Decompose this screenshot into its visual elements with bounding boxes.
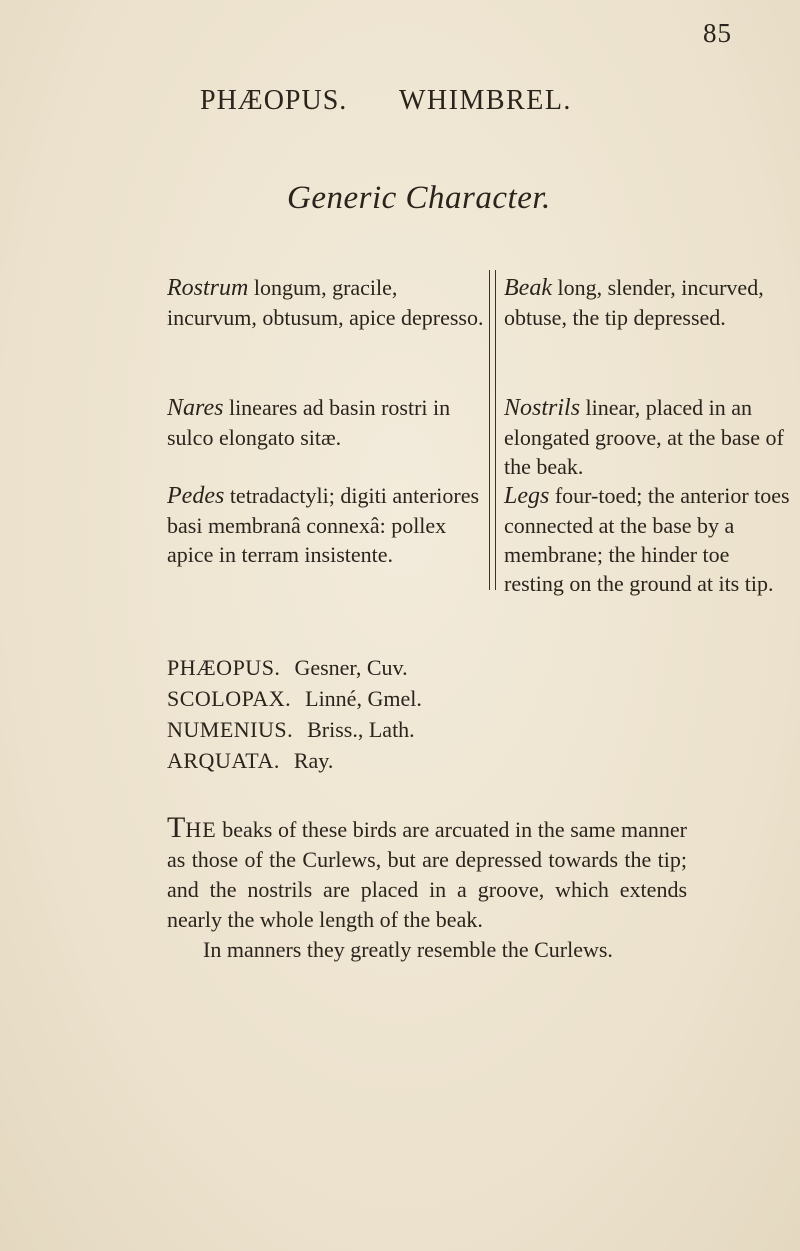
latin-character-legs	[167, 481, 485, 569]
latin-genus-heading: PHÆOPUS.	[200, 85, 348, 116]
description-paragraph: In manners they greatly resemble the Curlews.	[203, 937, 613, 962]
column-divider	[495, 270, 496, 590]
synonym-list	[167, 652, 422, 776]
english-genus-heading: WHIMBREL.	[399, 85, 572, 116]
synonym-authority: Linné, Gmel.	[305, 686, 422, 711]
english-character-text: long, slender, incurved, obtuse, the tip depressed.	[504, 275, 764, 330]
synonym-authority: Gesner, Cuv.	[294, 655, 408, 680]
synonym-genus: NUMENIUS.	[167, 717, 294, 742]
latin-character-text: tetradactyli; digiti anteriores basi membranâ connexâ: pollex apice in terram insistente.	[167, 483, 480, 567]
latin-character-text: lineares ad basin rostri in sulco elongato sitæ.	[167, 395, 451, 450]
latin-lead-term: Rostrum	[167, 275, 249, 301]
english-character-beak	[504, 273, 794, 393]
page-number: 85	[703, 18, 732, 48]
english-character-text: linear, placed in an elongated groove, at the base of the beak.	[504, 395, 784, 479]
genus-description	[167, 811, 687, 965]
latin-character-beak	[167, 273, 485, 393]
column-divider	[489, 270, 490, 590]
english-character-text: four-toed; the anterior toes connected at the base by a membrane; the hinder toe resting on the ground at its tip.	[504, 483, 790, 596]
drop-initial: T	[167, 811, 186, 844]
english-lead-term: Legs	[504, 483, 550, 509]
synonym-genus: ARQUATA.	[167, 748, 280, 773]
synonym-row	[167, 683, 422, 714]
english-lead-term: Nostrils	[504, 395, 581, 421]
synonym-genus: SCOLOPAX.	[167, 686, 292, 711]
latin-character-nostrils	[167, 393, 485, 481]
synonym-genus: PHÆOPUS.	[167, 655, 281, 680]
description-paragraph	[167, 811, 687, 935]
synonym-row	[167, 652, 422, 683]
description-text: beaks of these birds are arcuated in the same manner as those of the Curlews, but are depressed towards the tip; and the nostrils are placed in a groove, which extends nearly the whole length of the beak.	[167, 817, 687, 932]
synonym-row	[167, 745, 422, 776]
initial-rest: HE	[185, 817, 217, 842]
english-character-nostrils	[504, 393, 794, 481]
synonym-authority: Ray.	[293, 748, 334, 773]
section-title: Generic Character.	[287, 180, 551, 216]
latin-lead-term: Pedes	[167, 483, 225, 509]
english-characters-column	[504, 273, 794, 598]
running-header	[0, 85, 800, 125]
synonym-authority: Briss., Lath.	[307, 717, 415, 742]
latin-characters-column	[167, 273, 485, 569]
latin-character-text: longum, gracile, incurvum, obtusum, apice depresso.	[167, 275, 484, 330]
english-character-legs	[504, 481, 794, 598]
english-lead-term: Beak	[504, 275, 552, 301]
synonym-row	[167, 714, 422, 745]
latin-lead-term: Nares	[167, 395, 224, 421]
